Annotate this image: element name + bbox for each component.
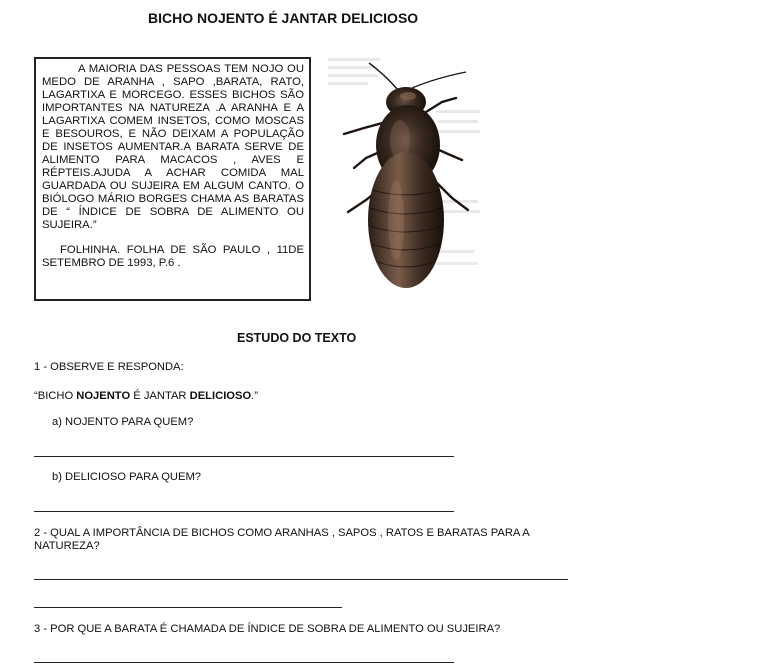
answer-line-1b[interactable] <box>34 511 454 512</box>
reading-source: FOLHINHA. FOLHA DE SÃO PAULO , 11DE SETEMBRO DE 1993, P.6 . <box>42 244 304 269</box>
worksheet-title: BICHO NOJENTO É JANTAR DELICIOSO <box>148 10 419 26</box>
quote-mid: É JANTAR <box>130 390 190 402</box>
quote-word-nojento: NOJENTO <box>76 390 131 402</box>
question-1b: b) DELICIOSO PARA QUEM? <box>52 471 201 483</box>
answer-line-3[interactable] <box>34 662 454 663</box>
question-1a: a) NOJENTO PARA QUEM? <box>52 416 194 428</box>
question-2: 2 - QUAL A IMPORTÂNCIA DE BICHOS COMO ARANHAS , SAPOS , RATOS E BARATAS PARA A NATUREZA? <box>34 527 530 552</box>
question-3: 3 - POR QUE A BARATA É CHAMADA DE ÍNDICE DE SOBRA DE ALIMENTO OU SUJEIRA? <box>34 623 501 635</box>
cockroach-photo <box>326 50 484 300</box>
answer-line-2b[interactable] <box>34 607 342 608</box>
reading-paragraph: A MAIORIA DAS PESSOAS TEM NOJO OU MEDO DE ARANHA , SAPO ,BARATA, RATO, LAGARTIXA E MORCEGO. ESSES BICHOS SÃO IMPORTANTES NA NATUREZA .A ARANHA E A LAGARTIXA COMEM INSETOS, COMO MOSCAS E BESOUROS, E NÃO DEIXAM A POPULAÇÃO DE INSETOS AUMENTAR.A BARATA SERVE DE ALIMENTO PARA MACACOS , AVES E RÉPTEIS.AJUDA A ACHAR COMIDA MAL GUARDADA OU SUJEIRA EM ALGUM CANTO. O BIÓLOGO MÁRIO BORGES CHAMA AS BARATAS DE “ ÍNDICE DE SOBRA DE ALIMENTO OU SUJEIRA.” <box>42 63 304 231</box>
answer-line-2a[interactable] <box>34 579 568 580</box>
quote-close: .” <box>251 390 259 402</box>
quote-open: “BICHO <box>34 390 77 402</box>
quote-line <box>34 390 258 402</box>
reading-text-box <box>34 57 311 301</box>
answer-line-1a[interactable] <box>34 456 454 457</box>
question-1-label: 1 - OBSERVE E RESPONDA: <box>34 361 184 373</box>
section-title: ESTUDO DO TEXTO <box>237 331 357 345</box>
quote-word-delicioso: DELICIOSO <box>189 390 252 402</box>
